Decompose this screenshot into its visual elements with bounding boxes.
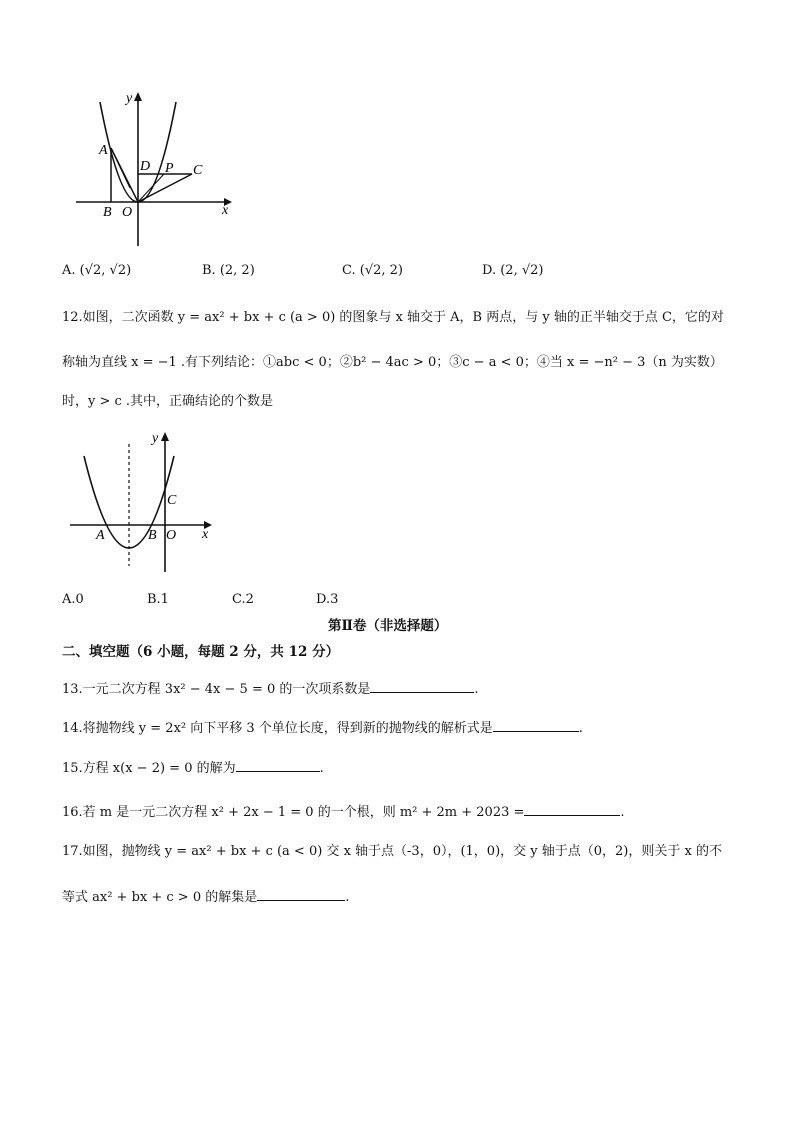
- q12-line-3: 时，y > c .其中，正确结论的个数是: [62, 394, 274, 409]
- q16: [62, 801, 625, 820]
- section2-heading: 二、填空题（6 小题，每题 2 分，共 12 分）: [62, 644, 340, 660]
- q12-option-b: B.1: [147, 592, 169, 607]
- segment-op: [138, 174, 164, 202]
- q11-option-b: B. (2, 2): [202, 263, 255, 278]
- y-axis-arrow: [134, 92, 142, 101]
- q17-line-1: 17.如图，抛物线 y = ax² + bx + c (a < 0) 交 x 轴于点（-3，0），(1，0)，交 y 轴于点（0，2)，则关于 x 的不: [62, 844, 722, 859]
- label-y: y: [152, 431, 159, 446]
- q12-line-1: 12.如图，二次函数 y = ax² + bx + c (a > 0) 的图象与 x 轴交于 A，B 两点，与 y 轴的正半轴交于点 C，它的对: [62, 310, 724, 325]
- q13-end: .: [474, 682, 479, 697]
- q13-text: 13.一元二次方程 3x² − 4x − 5 = 0 的一次项系数是: [62, 682, 371, 697]
- q15: [62, 757, 324, 776]
- label-b: B: [148, 528, 157, 543]
- label-c: C: [167, 493, 177, 508]
- q11-option-a: A. (√2, √2): [62, 263, 132, 278]
- q16-text: 16.若 m 是一元二次方程 x² + 2x − 1 = 0 的一个根，则 m² + 2m + 2023 =: [62, 805, 525, 820]
- q12-line-2: 称轴为直线 x = −1 .有下列结论：①abc < 0；②b² − 4ac > 0；③c − a < 0；④当 x = −n² − 3（n 为实数）: [62, 355, 723, 370]
- q11-option-d: D. (2, √2): [482, 263, 544, 278]
- label-a: A: [99, 143, 108, 158]
- q12-option-c: C.2: [232, 592, 254, 607]
- segment-oc: [138, 174, 192, 202]
- q17-text: 等式 ax² + bx + c > 0 的解集是: [62, 890, 258, 905]
- q14-end: .: [578, 721, 583, 736]
- y-axis-arrow: [161, 432, 169, 441]
- label-a: A: [96, 528, 105, 543]
- q17-answer-blank[interactable]: [257, 888, 345, 901]
- q15-text: 15.方程 x(x − 2) = 0 的解为: [62, 761, 236, 776]
- q15-answer-blank[interactable]: [236, 759, 320, 772]
- label-d: D: [140, 159, 151, 174]
- label-b: B: [103, 205, 112, 220]
- label-o: O: [166, 528, 177, 543]
- figure-q12: [66, 426, 226, 576]
- q13: [62, 678, 479, 697]
- label-p: P: [165, 161, 174, 176]
- q14-answer-blank[interactable]: [493, 719, 579, 732]
- q17-end: .: [345, 890, 350, 905]
- q15-end: .: [319, 761, 324, 776]
- label-x: x: [202, 527, 209, 542]
- q11-option-c: C. (√2, 2): [342, 263, 403, 278]
- part2-title: 第Ⅱ卷（非选择题）: [328, 618, 448, 634]
- label-y: y: [126, 91, 133, 106]
- q16-answer-blank[interactable]: [524, 803, 620, 816]
- figure-q11: [72, 88, 242, 250]
- q12-option-d: D.3: [316, 592, 339, 607]
- label-x: x: [222, 203, 229, 218]
- q13-answer-blank[interactable]: [370, 680, 474, 693]
- q17-line-2: [62, 886, 349, 905]
- label-c: C: [193, 163, 203, 178]
- q14-text: 14.将抛物线 y = 2x² 向下平移 3 个单位长度，得到新的抛物线的解析式是: [62, 721, 493, 736]
- q12-option-a: A.0: [62, 592, 84, 607]
- q16-end: .: [620, 805, 625, 820]
- q14: [62, 717, 583, 736]
- label-o: O: [122, 205, 133, 220]
